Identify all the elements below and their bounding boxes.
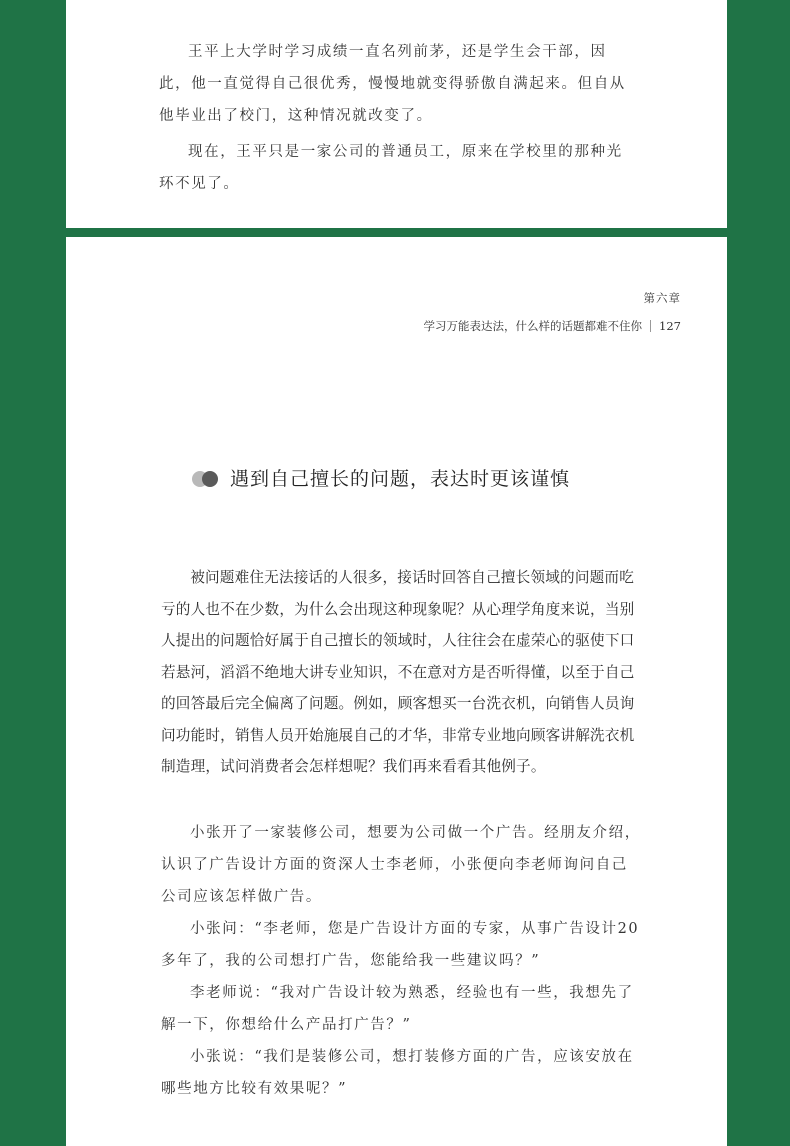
top-text-block [159,36,629,200]
page-number: 127 [659,319,681,333]
previous-page [66,0,727,228]
paragraph: 小张说：“我们是装修公司，想打装修方面的广告，应该安放在哪些地方比较有效果呢？” [161,1049,634,1097]
book-page [66,237,727,1146]
paragraph: 王平上大学时学习成绩一直名列前茅，还是学生会干部，因此，他一直觉得自己很优秀，慢慢地就变得骄傲自满起来。但自从他毕业出了校门，这种情况就改变了。 [159,44,626,124]
section-heading [192,464,570,491]
body-text [161,562,641,783]
paragraph: 小张开了一家装修公司，想要为公司做一个广告。经朋友介绍，认识了广告设计方面的资深人士李老师，小张便向李老师询问自己公司应该怎样做广告。 [161,825,641,905]
header-divider [650,320,651,332]
dialog-example [161,817,641,1105]
double-circle-icon [192,468,222,488]
paragraph: 被问题难住无法接话的人很多，接话时回答自己擅长领域的问题而吃亏的人也不在少数，为什么会出现这种现象呢？从心理学角度来说，当别人提出的问题恰好属于自己擅长的领域时，人往往会在虚荣心的驱使下口若悬河，滔滔不绝地大讲专业知识，不在意对方是否听得懂，以至于自己的回答最后完全偏离了问题。例如，顾客想买一台洗衣机，向销售人员询问功能时，销售人员开始施展自己的才华，非常专业地向顾客讲解洗衣机制造理，试问消费者会怎样想呢？我们再来看看其他例子。 [161,569,635,775]
running-header [424,290,681,334]
chapter-subtitle: 学习万能表达法，什么样的话题都难不住你 [423,319,643,333]
paragraph: 小张问：“李老师，您是广告设计方面的专家，从事广告设计20多年了，我的公司想打广告，您能给我一些建议吗？” [161,921,640,969]
section-title: 遇到自己擅长的问题，表达时更该谨慎 [230,468,571,490]
paragraph: 李老师说：“我对广告设计较为熟悉，经验也有一些，我想先了解一下，你想给什么产品打广告？” [161,985,634,1033]
paragraph: 现在，王平只是一家公司的普通员工，原来在学校里的那种光环不见了。 [159,144,623,192]
chapter-label: 第六章 [643,291,681,305]
